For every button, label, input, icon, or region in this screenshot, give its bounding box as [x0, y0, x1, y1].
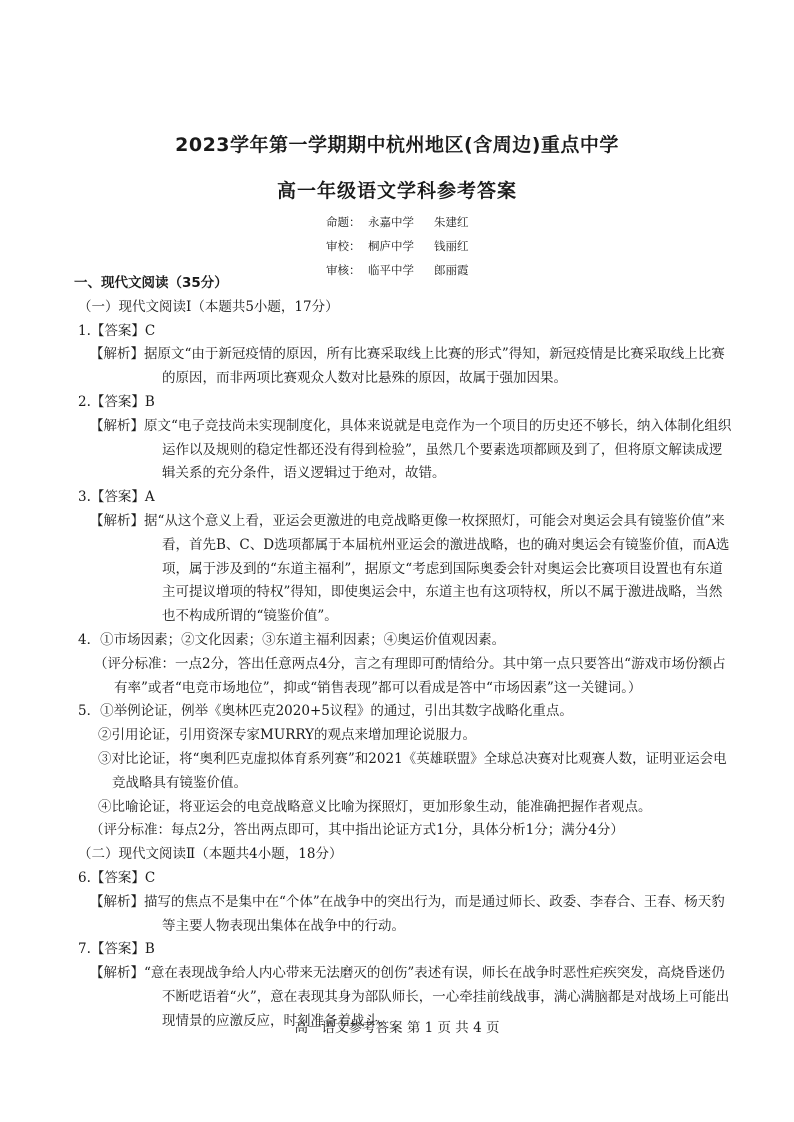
q7-answer: 7.【答案】B — [78, 941, 155, 958]
q6-answer: 6.【答案】C — [78, 869, 156, 886]
q2-answer: 2.【答案】B — [78, 393, 155, 410]
credit-setter: 命题： 永嘉中学 朱建红 — [326, 215, 469, 229]
part-heading: （一）现代文阅读Ⅰ（本题共5小题，17分） — [78, 298, 339, 315]
q5-point-3: ③对比论证，将“奥利匹克虚拟体育系列赛”和2021《英雄联盟》全球总决赛对比观赛人数，证明亚运会电竞战略具有镜鉴价值。 — [98, 750, 727, 791]
q4-scoring-standard: （评分标准：一点2分，答出任意两点4分，言之有理即可酌情给分。其中第一点只要答出“游戏市场份额占有率”或者“电竞市场地位”，抑或“销售表现”都可以看成是答中“市场因素”这一关键词。） — [94, 655, 726, 696]
q5-scoring-standard: （评分标准：每点2分，答出两点即可，其中指出论证方式1分，具体分析1分；满分4分） — [90, 822, 624, 839]
q3-answer: 3.【答案】A — [78, 489, 155, 506]
document-subtitle: 高一年级语文学科参考答案 — [276, 180, 517, 202]
q2-explanation: 【解析】原文“电子竞技尚未实现制度化，具体来说就是电竞作为一个项目的历史还不够长，纳入体制化组织运作以及规则的稳定性都还没有得到检验”，虽然几个要素选项都顾及到了，但将原文解读成逻辑关系的充分条件，语义逻辑过于绝对，故错。 — [90, 417, 732, 482]
credit-reviewer: 审核： 临平中学 郎丽霞 — [326, 263, 469, 277]
q3-explanation: 【解析】据“从这个意义上看，亚运会更激进的电竞战略更像一枚探照灯，可能会对奥运会具有镜鉴价值”来看，首先B、C、D选项都属于本届杭州亚运会的激进战略，也的确对奥运会有镜鉴价值，而A选项，属于涉及到的“东道主福利”，据原文“考虑到国际奥委会针对奥运会比赛项目设置也有东道主可提议增项的特权”得知，即使奥运会中，东道主也有这项特权，所以不属于激进战略，当然也不构成所谓的“镜鉴价值”。 — [90, 512, 730, 625]
q5-point-1: 5．①举例论证，例举《奥林匹克2020+5议程》的通过，引出其数字战略化重点。 — [78, 703, 573, 720]
part-heading: （二）现代文阅读Ⅱ（本题共4小题，18分） — [78, 846, 343, 863]
q7-explanation: 【解析】“意在表现战争给人内心带来无法磨灭的创伤”表述有误，师长在战争时恶性疟疾突发，高烧昏迷仍不断呓语着“火”，意在表现其身为部队师长，一心牵挂前线战事，满心满脑都是对战场上可能出现情景的应激反应，时刻准备着战斗。 — [90, 965, 730, 1029]
answer-content — [74, 272, 734, 1034]
q1-explanation: 【解析】据原文“由于新冠疫情的原因，所有比赛采取线上比赛的形式”得知，新冠疫情是比赛采取线上比赛的原因，而非两项比赛观众人数对比悬殊的原因，故属于强加因果。 — [90, 346, 725, 387]
q1-answer: 1.【答案】C — [78, 322, 156, 339]
q6-explanation: 【解析】描写的焦点不是集中在“个体”在战争中的突出行为，而是通过师长、政委、李春合、王春、杨天豹等主要人物表现出集体在战争中的行动。 — [90, 893, 725, 934]
document-title: 2023学年第一学期期中杭州地区(含周边)重点中学 — [175, 134, 619, 156]
section-heading: 一、现代文阅读（35分） — [74, 275, 228, 291]
page-footer: 高一语文参考答案 第 1 页 共 4 页 — [294, 1020, 500, 1036]
q4-answer: 4．①市场因素；②文化因素；③东道主福利因素；④奥运价值观因素。 — [78, 631, 506, 648]
credit-proofreader: 审校： 桐庐中学 钱丽红 — [326, 239, 469, 253]
q5-point-4: ④比喻论证，将亚运会的电竞战略意义比喻为探照灯，更加形象生动，能准确把握作者观点。 — [98, 798, 652, 815]
q5-point-2: ②引用论证，引用资深专家MURRY的观点来增加理论说服力。 — [98, 727, 477, 744]
